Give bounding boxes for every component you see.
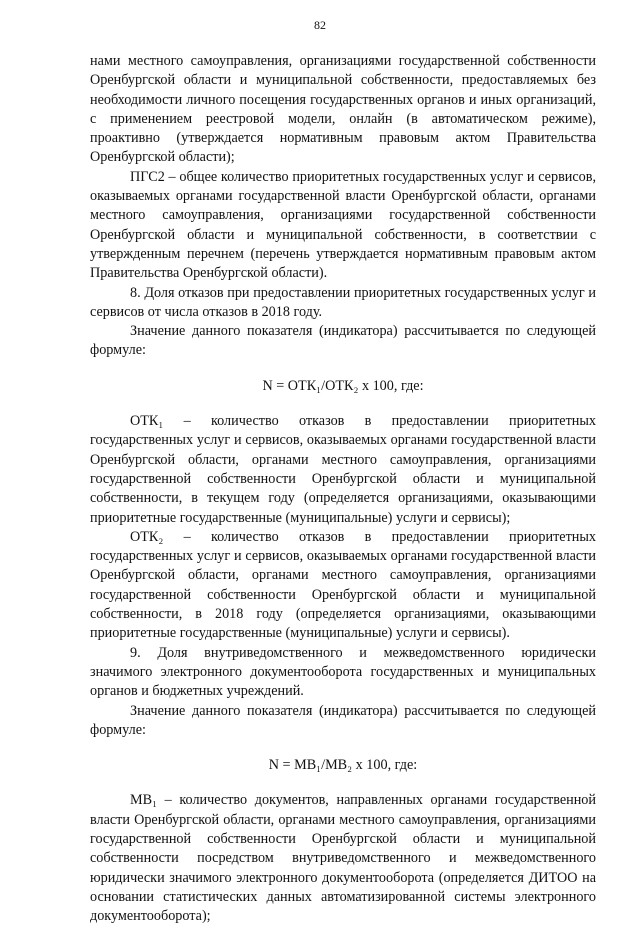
paragraph-pgs2-definition: ПГС2 – общее количество приоритетных государственных услуг и сервисов, оказываемых органами государственной власти Оренбургской области, органами местного самоуправления, организациями государственной собственности Оренбургской области и муниципальной собственности, в соответствии с утвержденным перечнем (перечень утверждается нормативным правовым актом Правительства Оренбургской области). — [90, 168, 596, 282]
formula-otk: N = ОТК₁/ОТК₂ х 100, где: — [262, 377, 424, 394]
paragraph-indicator-9: 9. Доля внутриведомственного и межведомственного юридически значимого электронного документооборота государственных и муниципальных органов и бюджетных учреждений. — [90, 644, 596, 700]
page-number: 82 — [314, 18, 326, 32]
paragraph-continuation: нами местного самоуправления, организациями государственной собственности Оренбургской области и муниципальной собственности, предоставляемых без необходимости личного посещения государственных органов и иных организаций, с применением реестровой модели, онлайн (в автоматическом режиме), проактивно (утверждается нормативным правовым актом Правительства Оренбургской области); — [90, 53, 596, 166]
formula-mv: N = МВ₁/МВ₂ х 100, где: — [268, 757, 418, 774]
paragraph-indicator-8: 8. Доля отказов при предоставлении приоритетных государственных услуг и сервисов от числа отказов в 2018 году. — [90, 284, 596, 320]
page-body — [90, 52, 596, 926]
paragraph-otk1-definition: ОТК₁ – количество отказов в предоставлении приоритетных государственных услуг и сервисов, оказываемых органами государственной власти Оренбургской области, органами местного самоуправления, организациями государственной собственности Оренбургской области и муниципальной собственности, в текущем году (определяется организациями, оказывающими приоритетные государственные (муниципальные) услуги и сервисы); — [90, 413, 596, 526]
paragraph-otk2-definition: ОТК₂ – количество отказов в предоставлении приоритетных государственных услуг и сервисов, оказываемых органами государственной власти Оренбургской области, органами местного самоуправления, организациями государственной собственности Оренбургской области и муниципальной собственности, в 2018 году (определяется организациями, оказывающими приоритетные государственные (муниципальные) услуги и сервисы). — [90, 528, 596, 642]
paragraph-formula-intro-2: Значение данного показателя (индикатора) рассчитывается по следующей формуле: — [90, 702, 596, 738]
paragraph-formula-intro-1: Значение данного показателя (индикатора) рассчитывается по следующей формуле: — [90, 323, 596, 359]
paragraph-mv1-definition: МВ₁ – количество документов, направленных органами государственной власти Оренбургской области, органами местного самоуправления, организациями государственной собственности Оренбургской области и муниципальной собственности посредством внутриведомственного и межведомственного юридически значимого электронного документооборота (определяется ДИТОО на основании статистических данных автоматизированной системы электронного документооборота); — [90, 792, 596, 925]
